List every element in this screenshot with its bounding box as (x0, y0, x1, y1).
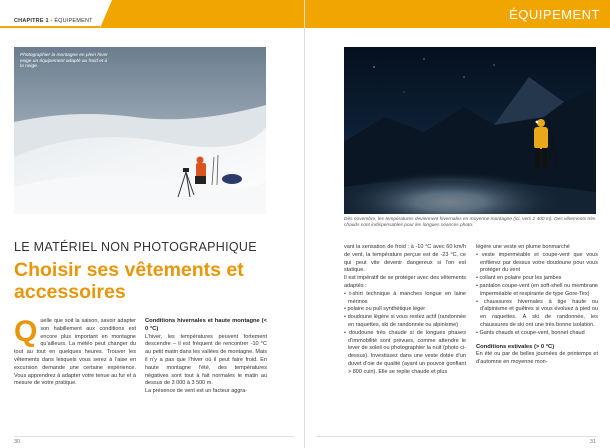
subhead-winter: Conditions hivernales et haute montagne (< 0 °C) (145, 318, 267, 332)
right-header-title: ÉQUIPEMENT (509, 7, 600, 22)
photo-snow-photographer (14, 47, 266, 214)
drop-cap: Q (14, 315, 38, 348)
column-clothes-list: vant la sensation de froid : à -10 °C avec 60 km/h de vent, la température perçue est de -23 °C, ce qui peut vite devenir dangereux si l’on est statique. Il est impératif de se protéger avec des vêtements adaptés : • t-shirt technique à manches longue en laine mérinos • polaire ou pull synthétique léger • doudoune légère si vous restez actif (randonnée en raquettes, ski de randonnée ou alpinisme) • doudoune très chaude si de longues phases d’immobilité sont prévues, comme attendre le lever de soleil ou photographier la nuit (photo ci-dessus). Investissez dans une veste dotée d’un duvet d’oie de qualité (ayant un pouvoir gonflant > 800 cuin). Elle se replie chaude et plus (344, 244, 466, 375)
page-gutter (304, 0, 305, 448)
header-rule (0, 26, 100, 28)
intro-paragraph: Q uelle que soit la saison, savoir adapter son habillement aux conditions est encore plus important en montagne qu’ailleurs. La météo peut changer du tout au tout en quelques heures. Trouver les vêtements dans lesquels vous serez à l’aise en excursion demande une certaine expérience. Vous apprendrez à adapter votre tenue au fur et à mesure de votre pratique. (14, 315, 136, 387)
right-photo-caption: Dès novembre, les températures deviennent hivernales en moyenne montagne (ici, vers 2 400 m). Des vêtements très chauds sont indispensables pour les longues séances photo. (344, 217, 596, 228)
list-item: • pantalon coupe-vent (en soft-shell ou membrane imperméable et respirante de type Gore-Tex) (476, 282, 598, 297)
list-item: • veste imperméable et coupe-vent que vous enfilerez par dessus votre doudoune pour vous protéger du vent (476, 251, 598, 274)
column-clothes-list-continued: légère une veste en plume bonmarché • veste imperméable et coupe-vent que vous enfilerez par dessus votre doudoune pour vous protéger du vent • collant en polaire pour les jambes • pantalon coupe-vent (en soft-shell ou membrane imperméable et respirante de type Gore-Tex) • chaussures hivernales à tige haute ou d’alpinisme et guêtres si vous évoluez à pied ou en raquettes. À ski de randonnée, les chaussures de ski ont une très bonne isolation. • Gants chauds et coupe-vent, bonnet chaud Conditions estivales (> 0 °C) En été ou par de belles journées de printemps et d’automne en moyenne mon- (476, 244, 598, 366)
page-title: Choisir ses vêtements et accessoires (14, 259, 244, 303)
footer-rule-right (316, 436, 596, 437)
right-header (305, 0, 610, 28)
page-number-left: 30 (14, 439, 21, 445)
page-number-right: 31 (589, 439, 596, 445)
header-tab (100, 0, 304, 28)
footer-rule-left (14, 436, 294, 437)
chapter-label: CHAPITRE 1 • ÉQUIPEMENT (14, 18, 93, 24)
list-item: • Gants chauds et coupe-vent, bonnet chaud (476, 329, 585, 336)
list-item: • t-shirt technique à manches longue en laine mérinos (344, 290, 466, 305)
subhead-summer: Conditions estivales (> 0 °C) (476, 343, 555, 350)
list-item: • collant en polaire pour les jambes (476, 275, 562, 282)
list-item: • doudoune légère si vous restez actif (randonnée en raquettes, ski de randonnée ou alpinisme) (344, 314, 466, 328)
photo-night-headlamp (344, 47, 596, 214)
left-header (0, 0, 304, 28)
night-scene-image (344, 47, 596, 214)
section-kicker: LE MATÉRIEL NON PHOTOGRAPHIQUE (14, 240, 257, 254)
list-item: • polaire ou pull synthétique léger (344, 306, 426, 313)
list-item: • doudoune très chaude si de longues phases d’immobilité sont prévues, comme attendre le lever de soleil ou photographier la nuit (photo ci-dessus). Investissez dans une veste dotée d’un duvet d’oie de qualité (ayant un pouvoir gonflant > 800 cuin). Elle se replie chaude et plus (344, 329, 466, 375)
column-winter: Conditions hivernales et haute montagne (< 0 °C) L’hiver, les températures peuvent fortement descendre – il est fréquent de rencontrer -10 °C au petit matin dans les vallées de montagne. Mais il n’y a pas que l’hiver où il peut faire froid. En haute montagne l’été, des températures négatives sont tout à fait normales le matin au dessus de 3 000 à 3 500 m. La présence de vent est un facteur aggra- (145, 318, 267, 395)
left-photo-caption: Photographier la montagne en plein hiver exige un équipement adapté au froid et à la neige. (20, 53, 108, 70)
list-item: • chaussures hivernales à tige haute ou d’alpinisme et guêtres si vous évoluez à pied ou en raquettes. À ski de randonnée, les chaussures de ski ont une très bonne isolation. (476, 298, 598, 328)
snow-scene-image (14, 47, 266, 214)
